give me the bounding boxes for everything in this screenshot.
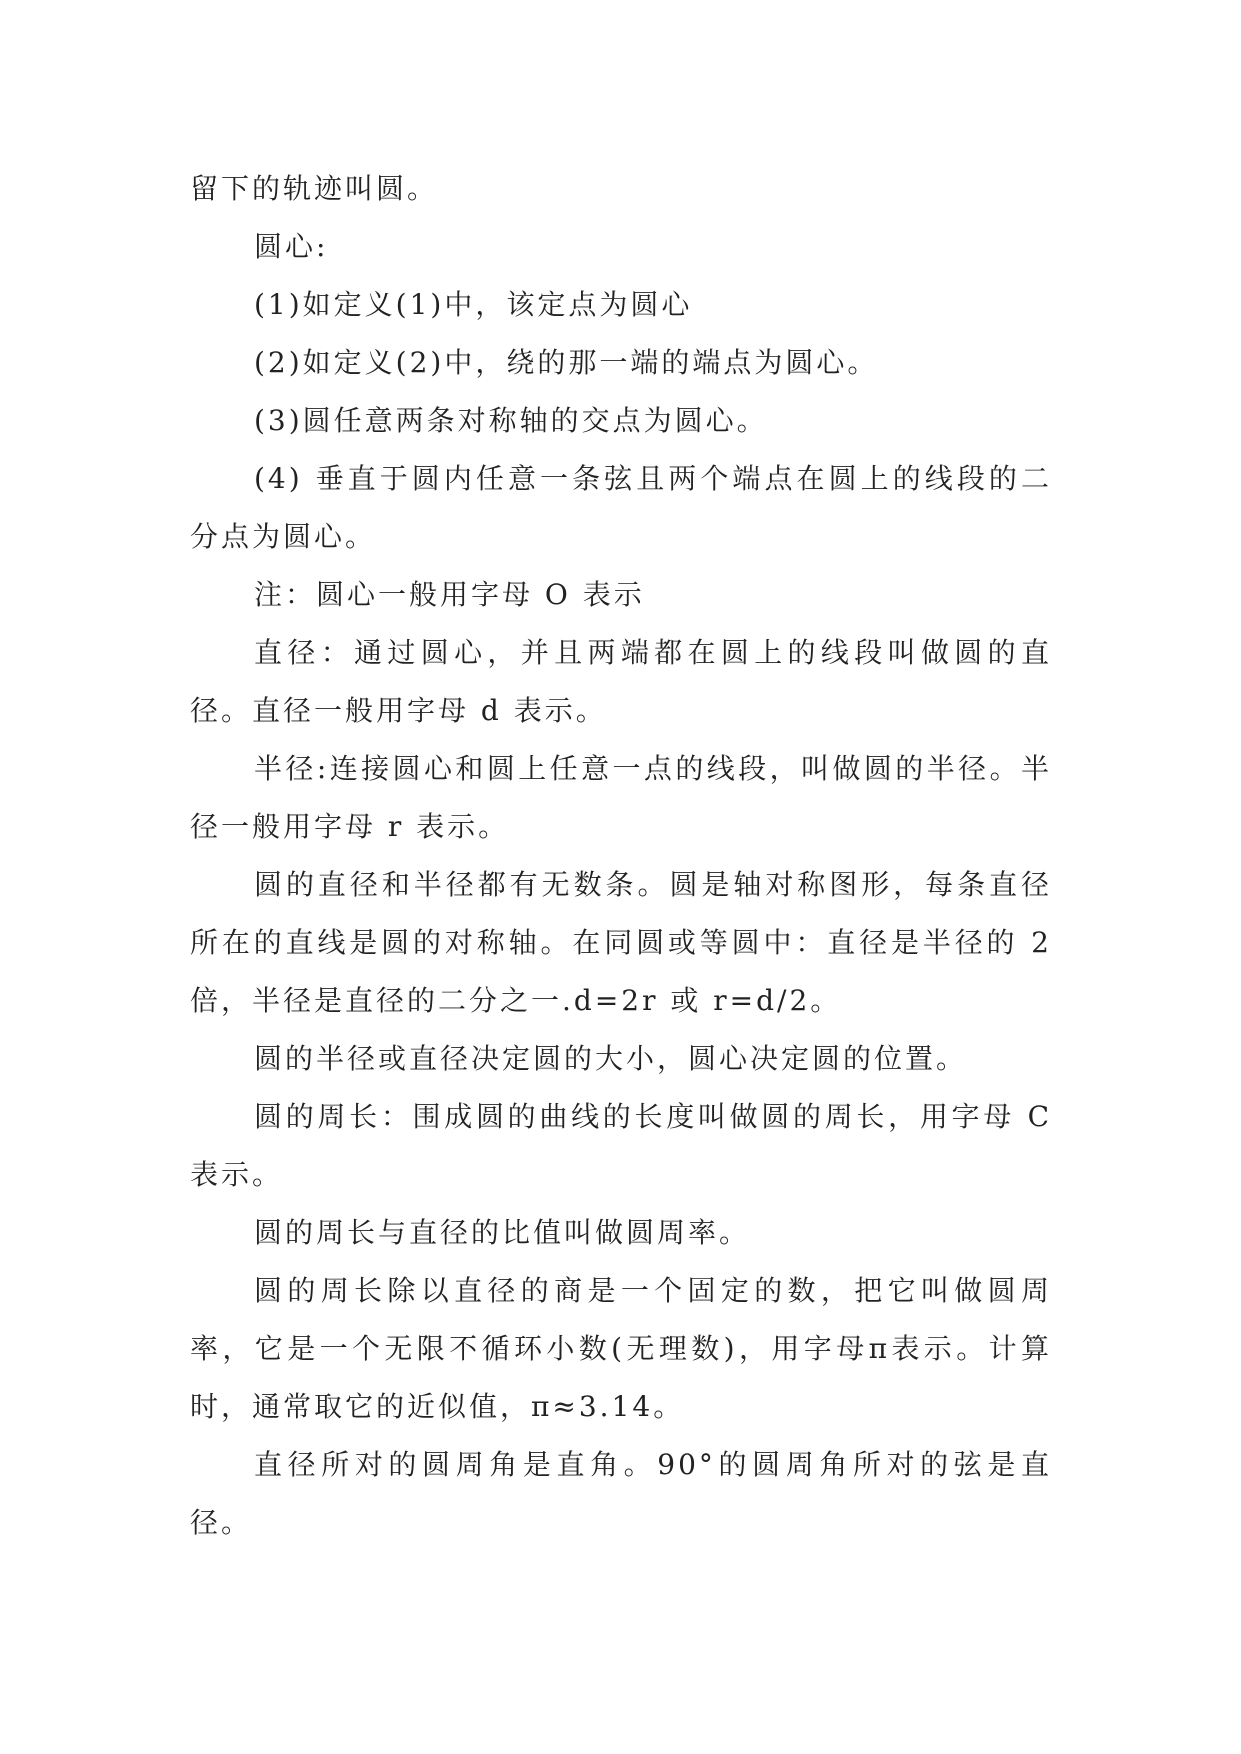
paragraph: (3)圆任意两条对称轴的交点为圆心。 <box>254 404 768 437</box>
document-body <box>190 160 1052 1552</box>
paragraph: 注：圆心一般用字母 O 表示 <box>254 578 645 611</box>
paragraph: (1)如定义(1)中，该定点为圆心 <box>254 288 693 321</box>
paragraph: (4) 垂直于圆内任意一条弦且两个端点在圆上的线段的二分点为圆心。 <box>190 462 1052 553</box>
paragraph: 圆的周长与直径的比值叫做圆周率。 <box>254 1216 751 1249</box>
paragraph: 圆的周长：围成圆的曲线的长度叫做圆的周长，用字母 C 表示。 <box>190 1100 1052 1191</box>
paragraph: 半径:连接圆心和圆上任意一点的线段，叫做圆的半径。半径一般用字母 r 表示。 <box>190 752 1052 843</box>
paragraph: 圆的周长除以直径的商是一个固定的数，把它叫做圆周率，它是一个无限不循环小数(无理数)，用字母π表示。计算时，通常取它的近似值，π≈3.14。 <box>190 1274 1052 1423</box>
paragraph: 圆的直径和半径都有无数条。圆是轴对称图形，每条直径所在的直线是圆的对称轴。在同圆或等圆中：直径是半径的 2 倍，半径是直径的二分之一.d=2r 或 r=d/2。 <box>190 868 1052 1017</box>
paragraph: 直径：通过圆心，并且两端都在圆上的线段叫做圆的直径。直径一般用字母 d 表示。 <box>190 636 1052 727</box>
paragraph: (2)如定义(2)中，绕的那一端的端点为圆心。 <box>254 346 879 379</box>
paragraph: 圆的半径或直径决定圆的大小，圆心决定圆的位置。 <box>254 1042 968 1075</box>
paragraph: 直径所对的圆周角是直角。90°的圆周角所对的弦是直径。 <box>190 1448 1052 1539</box>
paragraph: 留下的轨迹叫圆。 <box>190 172 439 205</box>
paragraph: 圆心: <box>254 230 329 263</box>
